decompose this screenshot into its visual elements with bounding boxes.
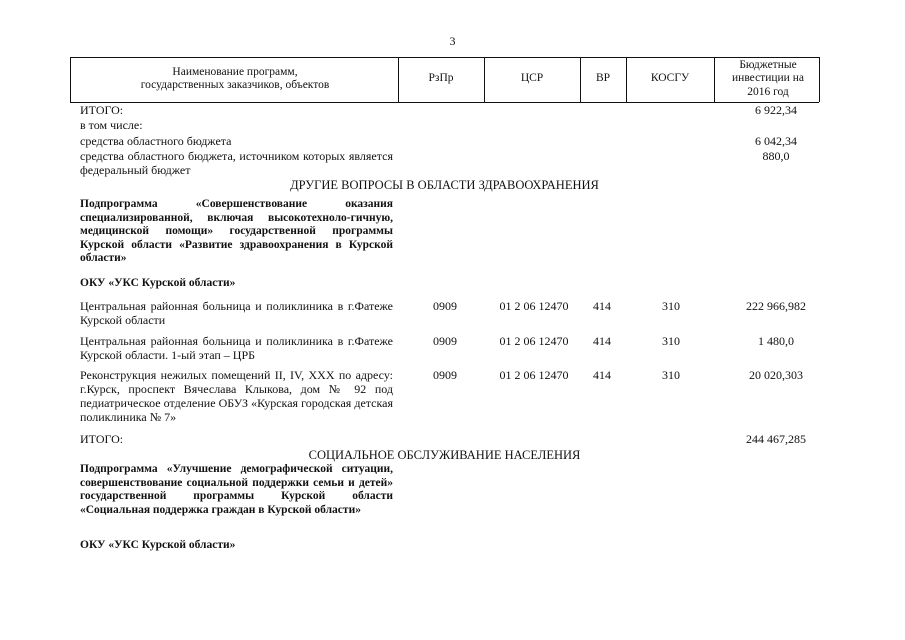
- header-vr: ВР: [595, 72, 611, 85]
- section-total-label: ИТОГО:: [80, 432, 124, 446]
- regional-budget-label: средства областного бюджета: [80, 134, 232, 148]
- table-row-csr: 01 2 06 12470: [499, 299, 569, 313]
- table-row-rzpr: 0909: [433, 334, 457, 348]
- total-label: ИТОГО:: [80, 103, 124, 117]
- header-divider: [714, 57, 715, 102]
- header-rzpr: РзПр: [428, 72, 454, 85]
- total-value: 6 922,34: [755, 103, 797, 117]
- table-row-sum: 20 020,303: [749, 368, 803, 382]
- table-row-csr: 01 2 06 12470: [499, 368, 569, 382]
- table-row-name: Центральная районная больница и поликлиника в г.Фатеже Курской области: [80, 299, 393, 328]
- table-row-kosgu: 310: [662, 299, 680, 313]
- header-divider: [819, 57, 820, 102]
- table-row-rzpr: 0909: [433, 368, 457, 382]
- table-row-kosgu: 310: [662, 334, 680, 348]
- table-row-vr: 414: [593, 299, 611, 313]
- header-csr: ЦСР: [520, 72, 544, 85]
- customer-name: ОКУ «УКС Курской области»: [80, 277, 236, 289]
- subprogram-title: Подпрограмма «Улучшение демографической ситуации, совершенствование социальной поддержки семьи и детей» государственной программы Курской области «Социальная поддержка граждан в Курской области»: [80, 463, 393, 516]
- header-name: Наименование программ, государственных заказчиков, объектов: [140, 65, 330, 91]
- table-row-name: Реконструкция нежилых помещений II, IV, XXX по адресу: г.Курск, проспект Вячеслава Клыкова, дом № 92 под педиатрическое отделение ОБУЗ «Курская городская детская поликлиника № 7»: [80, 368, 393, 425]
- header-investments: Бюджетные инвестиции на 2016 год: [732, 59, 804, 98]
- table-row-kosgu: 310: [662, 368, 680, 382]
- table-row-csr: 01 2 06 12470: [499, 334, 569, 348]
- table-row-sum: 222 966,982: [746, 299, 806, 313]
- section-title: СОЦИАЛЬНОЕ ОБСЛУЖИВАНИЕ НАСЕЛЕНИЯ: [308, 448, 581, 462]
- regional-budget-value: 6 042,34: [755, 134, 797, 148]
- section-title: ДРУГИЕ ВОПРОСЫ В ОБЛАСТИ ЗДРАВООХРАНЕНИЯ: [290, 178, 599, 192]
- header-kosgu: КОСГУ: [650, 72, 690, 85]
- header-divider: [70, 57, 71, 102]
- federal-budget-value: 880,0: [762, 149, 790, 163]
- table-row-name: Центральная районная больница и поликлиника в г.Фатеже Курской области. 1-ый этап – ЦРБ: [80, 334, 393, 363]
- section-total-value: 244 467,285: [746, 432, 806, 446]
- table-row-sum: 1 480,0: [758, 334, 794, 348]
- table-row-rzpr: 0909: [433, 299, 457, 313]
- table-row-vr: 414: [593, 368, 611, 382]
- table-row-vr: 414: [593, 334, 611, 348]
- customer-name: ОКУ «УКС Курской области»: [80, 539, 236, 551]
- including-label: в том числе:: [80, 118, 143, 132]
- federal-budget-label: средства областного бюджета, источником которых является федеральный бюджет: [80, 149, 393, 178]
- subprogram-title: Подпрограмма «Совершенствование оказания специализированной, включая высокотехноло-гичную, медицинской помощи» государственной программы Курской области «Развитие здравоохранения в Курской области»: [80, 198, 393, 265]
- page-number: 3: [449, 34, 456, 48]
